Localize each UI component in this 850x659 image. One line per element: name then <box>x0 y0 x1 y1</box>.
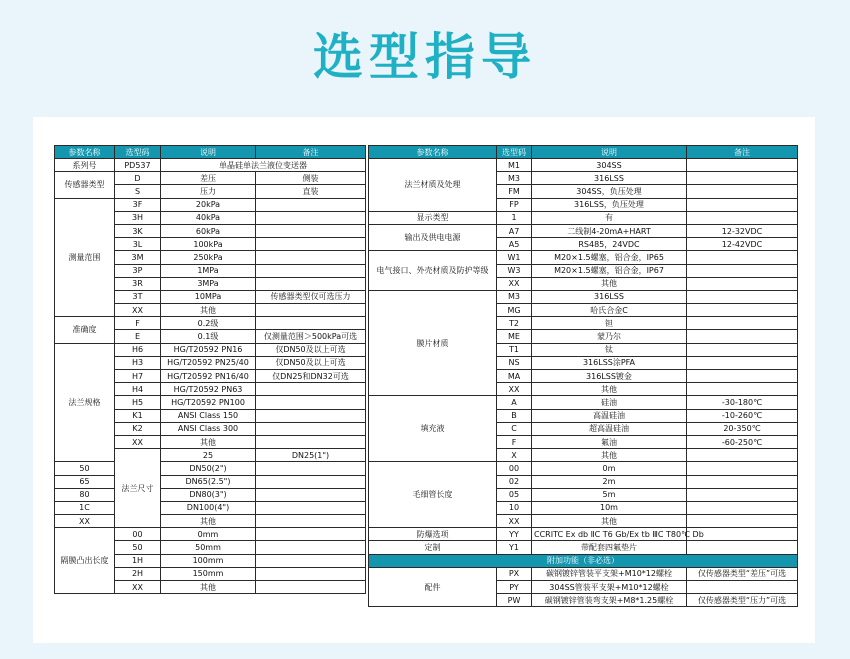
note-cell: 仅DN50及以上可选 <box>256 343 366 356</box>
code-cell: XX <box>497 515 532 528</box>
table-row <box>369 159 798 172</box>
param-name-cell: 法兰尺寸 <box>115 449 161 528</box>
note-cell: 仅DN50及以上可选 <box>256 356 366 369</box>
code-cell: PD537 <box>115 159 161 172</box>
note-cell <box>687 515 798 528</box>
code-cell: T1 <box>497 343 532 356</box>
note-cell <box>687 581 798 594</box>
note-cell <box>687 449 798 462</box>
param-name-cell: 填充液 <box>369 396 497 462</box>
desc-cell: 10m <box>532 501 687 514</box>
note-cell <box>256 409 366 422</box>
desc-cell: 带配套四氟垫片 <box>532 541 687 554</box>
desc-cell: 100mm <box>161 554 256 567</box>
note-cell <box>687 264 798 277</box>
desc-cell: 100kPa <box>161 238 256 251</box>
param-name-cell: 系列号 <box>55 159 115 172</box>
note-cell <box>687 501 798 514</box>
code-cell: PX <box>497 567 532 580</box>
code-cell: 1H <box>115 554 161 567</box>
note-cell <box>256 528 366 541</box>
note-cell <box>256 435 366 448</box>
desc-cell: 超高温硅油 <box>532 422 687 435</box>
code-cell: K2 <box>115 422 161 435</box>
code-cell: F <box>497 435 532 448</box>
note-cell <box>256 475 366 488</box>
table-row <box>369 528 798 541</box>
table-header-row <box>369 146 798 159</box>
desc-cell: 单晶硅单法兰液位变送器 <box>161 159 366 172</box>
code-cell: Y1 <box>497 541 532 554</box>
note-cell <box>687 356 798 369</box>
note-cell <box>256 581 366 594</box>
code-cell: XX <box>115 435 161 448</box>
code-cell: XX <box>115 304 161 317</box>
code-cell: T2 <box>497 317 532 330</box>
param-name-cell: 配件 <box>369 567 497 607</box>
desc-cell: 0m <box>532 462 687 475</box>
table-row <box>369 211 798 224</box>
desc-cell: RS485，24VDC <box>532 238 687 251</box>
desc-cell: 3MPa <box>161 277 256 290</box>
code-cell: B <box>497 409 532 422</box>
param-name-cell: 输出及供电电源 <box>369 224 497 250</box>
table-row <box>55 515 366 528</box>
desc-cell: 304SS管装平支架+M10*12螺栓 <box>532 581 687 594</box>
desc-cell: 0mm <box>161 528 256 541</box>
code-cell: 10 <box>497 501 532 514</box>
note-cell <box>687 370 798 383</box>
note-cell <box>256 422 366 435</box>
desc-cell: HG/T20592 PN25/40 <box>161 356 256 369</box>
note-cell <box>256 304 366 317</box>
note-cell <box>687 185 798 198</box>
note-cell <box>256 488 366 501</box>
code-cell: FM <box>497 185 532 198</box>
desc-cell: 其他 <box>161 435 256 448</box>
code-cell: MA <box>497 370 532 383</box>
note-cell: 仅传感器类型“压力”可选 <box>687 594 798 607</box>
desc-cell: 316LSS涂PFA <box>532 356 687 369</box>
code-cell: H4 <box>115 383 161 396</box>
code-cell: H7 <box>115 370 161 383</box>
note-cell <box>687 211 798 224</box>
note-cell: 仅测量范围＞500kPa可选 <box>256 330 366 343</box>
desc-cell: 钛 <box>532 343 687 356</box>
note-cell: 直装 <box>256 185 366 198</box>
desc-cell: 250kPa <box>161 251 256 264</box>
note-cell <box>256 198 366 211</box>
code-cell: M3 <box>497 172 532 185</box>
note-cell: 侧装 <box>256 172 366 185</box>
note-cell <box>687 290 798 303</box>
code-cell: X <box>497 449 532 462</box>
code-cell: A <box>497 396 532 409</box>
table-row <box>55 198 366 211</box>
code-cell: 1 <box>497 211 532 224</box>
note-cell <box>256 251 366 264</box>
desc-cell: M20×1.5螺塞，铝合金，IP65 <box>532 251 687 264</box>
table-row <box>369 224 798 237</box>
header-desc: 说明 <box>532 146 687 159</box>
note-cell <box>256 501 366 514</box>
code-cell: 80 <box>55 488 115 501</box>
param-name-cell: 传感器类型 <box>55 172 115 198</box>
code-cell: 1C <box>55 501 115 514</box>
code-cell: 3R <box>115 277 161 290</box>
desc-cell: 其他 <box>532 277 687 290</box>
note-cell: 仅DN25和DN32可选 <box>256 370 366 383</box>
right-spec-table <box>368 145 798 607</box>
code-cell: ME <box>497 330 532 343</box>
desc-cell: DN50(2") <box>161 462 256 475</box>
desc-cell: 其他 <box>161 515 256 528</box>
code-cell: A7 <box>497 224 532 237</box>
code-cell: D <box>115 172 161 185</box>
note-cell <box>687 383 798 396</box>
code-cell: XX <box>115 581 161 594</box>
table-row <box>369 462 798 475</box>
code-cell: XX <box>497 277 532 290</box>
code-cell: 3T <box>115 290 161 303</box>
table-row <box>369 567 798 580</box>
param-name-cell: 法兰规格 <box>55 343 115 462</box>
code-cell: MG <box>497 304 532 317</box>
note-cell <box>687 475 798 488</box>
note-cell <box>687 330 798 343</box>
desc-cell: HG/T20592 PN16/40 <box>161 370 256 383</box>
note-cell <box>256 515 366 528</box>
desc-cell: 50mm <box>161 541 256 554</box>
note-cell: 传感器类型仅可选压力 <box>256 290 366 303</box>
desc-cell: 碳钢镀锌管装弯支架+M8*1.25螺栓 <box>532 594 687 607</box>
desc-cell: 304SS <box>532 159 687 172</box>
table-row <box>55 528 366 541</box>
code-cell: M3 <box>497 290 532 303</box>
note-cell <box>687 251 798 264</box>
param-name-cell: 定制 <box>369 541 497 554</box>
table-row <box>55 317 366 330</box>
note-cell <box>687 343 798 356</box>
code-cell: W1 <box>497 251 532 264</box>
desc-cell: 316LSS <box>532 290 687 303</box>
desc-cell: M20×1.5螺塞，铝合金，IP67 <box>532 264 687 277</box>
desc-cell: 2m <box>532 475 687 488</box>
code-cell: A5 <box>497 238 532 251</box>
param-name-cell: 显示类型 <box>369 211 497 224</box>
param-name-cell: 准确度 <box>55 317 115 343</box>
param-name-cell: 毛细管长度 <box>369 462 497 528</box>
header-code: 选型码 <box>497 146 532 159</box>
code-cell: 3M <box>115 251 161 264</box>
note-cell <box>687 541 798 554</box>
desc-cell: DN25(1") <box>256 449 366 462</box>
desc-cell: 其他 <box>532 515 687 528</box>
desc-cell: 哈氏合金C <box>532 304 687 317</box>
note-cell: -30-180℃ <box>687 396 798 409</box>
note-cell <box>687 198 798 211</box>
code-cell: YY <box>497 528 532 541</box>
desc-cell: 碳钢镀锌管装平支架+M10*12螺栓 <box>532 567 687 580</box>
table-row <box>55 172 366 185</box>
section-header: 附加功能（非必选） <box>369 554 798 567</box>
desc-cell: 蒙乃尔 <box>532 330 687 343</box>
code-cell: H3 <box>115 356 161 369</box>
desc-cell: 其他 <box>161 581 256 594</box>
param-name-cell: 膜片材质 <box>369 290 497 396</box>
note-cell: 仅传感器类型“差压”可选 <box>687 567 798 580</box>
code-cell: M1 <box>497 159 532 172</box>
desc-cell: HG/T20592 PN100 <box>161 396 256 409</box>
desc-cell: 0.1级 <box>161 330 256 343</box>
header-param: 参数名称 <box>369 146 497 159</box>
code-cell: 3F <box>115 198 161 211</box>
code-cell: XX <box>497 383 532 396</box>
code-cell: F <box>115 317 161 330</box>
code-cell: 02 <box>497 475 532 488</box>
desc-cell: 1MPa <box>161 264 256 277</box>
desc-cell: 316LSS，负压处理 <box>532 198 687 211</box>
note-cell <box>256 567 366 580</box>
note-cell <box>256 277 366 290</box>
desc-cell: 高温硅油 <box>532 409 687 422</box>
header-desc: 说明 <box>161 146 256 159</box>
table-row <box>55 462 366 475</box>
note-cell <box>687 172 798 185</box>
note-cell: 12-32VDC <box>687 224 798 237</box>
table-row <box>55 159 366 172</box>
left-spec-table <box>54 145 366 594</box>
param-name-cell: 法兰材质及处理 <box>369 159 497 212</box>
table-row <box>369 251 798 264</box>
note-cell <box>687 317 798 330</box>
code-cell: K1 <box>115 409 161 422</box>
param-name-cell: 隔膜凸出长度 <box>55 528 115 594</box>
note-cell <box>256 554 366 567</box>
header-code: 选型码 <box>115 146 161 159</box>
table-row <box>369 541 798 554</box>
desc-cell: 硅油 <box>532 396 687 409</box>
desc-cell: 40kPa <box>161 211 256 224</box>
desc-cell: 0.2级 <box>161 317 256 330</box>
desc-cell: 316LSS镀金 <box>532 370 687 383</box>
desc-cell: 其他 <box>161 304 256 317</box>
desc-cell: 氟油 <box>532 435 687 448</box>
desc-cell: DN65(2.5") <box>161 475 256 488</box>
code-cell: PY <box>497 581 532 594</box>
desc-cell: 5m <box>532 488 687 501</box>
code-cell: H5 <box>115 396 161 409</box>
desc-cell: ANSI Class 150 <box>161 409 256 422</box>
code-cell: 05 <box>497 488 532 501</box>
note-cell: -10-260℃ <box>687 409 798 422</box>
table-row <box>55 501 366 514</box>
note-cell <box>256 211 366 224</box>
desc-cell: 差压 <box>161 172 256 185</box>
note-cell: -60-250℃ <box>687 435 798 448</box>
header-note: 备注 <box>256 146 366 159</box>
desc-cell: DN80(3") <box>161 488 256 501</box>
code-cell: XX <box>55 515 115 528</box>
note-cell <box>687 304 798 317</box>
page-title: 选型指导 <box>313 28 537 86</box>
desc-cell: HG/T20592 PN16 <box>161 343 256 356</box>
note-cell <box>256 317 366 330</box>
desc-cell: 316LSS <box>532 172 687 185</box>
param-name-cell: 防爆选项 <box>369 528 497 541</box>
desc-cell: 其他 <box>532 449 687 462</box>
code-cell: 00 <box>497 462 532 475</box>
code-cell: 3P <box>115 264 161 277</box>
code-cell: 3K <box>115 224 161 237</box>
desc-cell: 304SS，负压处理 <box>532 185 687 198</box>
code-cell: NS <box>497 356 532 369</box>
desc-cell: 150mm <box>161 567 256 580</box>
code-cell: 00 <box>115 528 161 541</box>
header-note: 备注 <box>687 146 798 159</box>
code-cell: FP <box>497 198 532 211</box>
desc-cell: 10MPa <box>161 290 256 303</box>
desc-cell: 60kPa <box>161 224 256 237</box>
note-cell <box>256 224 366 237</box>
note-cell <box>687 277 798 290</box>
table-row <box>369 396 798 409</box>
desc-cell: HG/T20592 PN63 <box>161 383 256 396</box>
table-row <box>55 475 366 488</box>
desc-cell: 压力 <box>161 185 256 198</box>
code-cell: C <box>497 422 532 435</box>
code-cell: 2H <box>115 567 161 580</box>
code-cell: 65 <box>55 475 115 488</box>
desc-cell: 二线制4-20mA+HART <box>532 224 687 237</box>
desc-cell: 20kPa <box>161 198 256 211</box>
code-cell: E <box>115 330 161 343</box>
note-cell <box>256 541 366 554</box>
note-cell <box>687 488 798 501</box>
note-cell <box>256 238 366 251</box>
code-cell: 50 <box>115 541 161 554</box>
desc-cell: CCRITC Ex db ⅡC T6 Gb/Ex tb ⅢC T80℃ Db <box>532 528 687 541</box>
note-cell <box>256 264 366 277</box>
code-cell: PW <box>497 594 532 607</box>
note-cell <box>256 396 366 409</box>
note-cell: 20-350℃ <box>687 422 798 435</box>
table-row <box>55 343 366 356</box>
table-row <box>369 290 798 303</box>
table-row <box>55 488 366 501</box>
desc-cell: 钽 <box>532 317 687 330</box>
desc-cell: 其他 <box>532 383 687 396</box>
table-header-row <box>55 146 366 159</box>
desc-cell: ANSI Class 300 <box>161 422 256 435</box>
code-cell: 3L <box>115 238 161 251</box>
code-cell: W3 <box>497 264 532 277</box>
note-cell: 12-42VDC <box>687 238 798 251</box>
desc-cell: 有 <box>532 211 687 224</box>
note-cell <box>256 462 366 475</box>
param-name-cell: 测量范围 <box>55 198 115 317</box>
code-cell: S <box>115 185 161 198</box>
code-cell: 25 <box>161 449 256 462</box>
note-cell <box>687 159 798 172</box>
code-cell: 3H <box>115 211 161 224</box>
header-param: 参数名称 <box>55 146 115 159</box>
note-cell <box>256 383 366 396</box>
code-cell: H6 <box>115 343 161 356</box>
code-cell: 50 <box>55 462 115 475</box>
note-cell <box>687 462 798 475</box>
desc-cell: DN100(4") <box>161 501 256 514</box>
param-name-cell: 电气接口、外壳材质及防护等级 <box>369 251 497 291</box>
table-row <box>369 554 798 567</box>
